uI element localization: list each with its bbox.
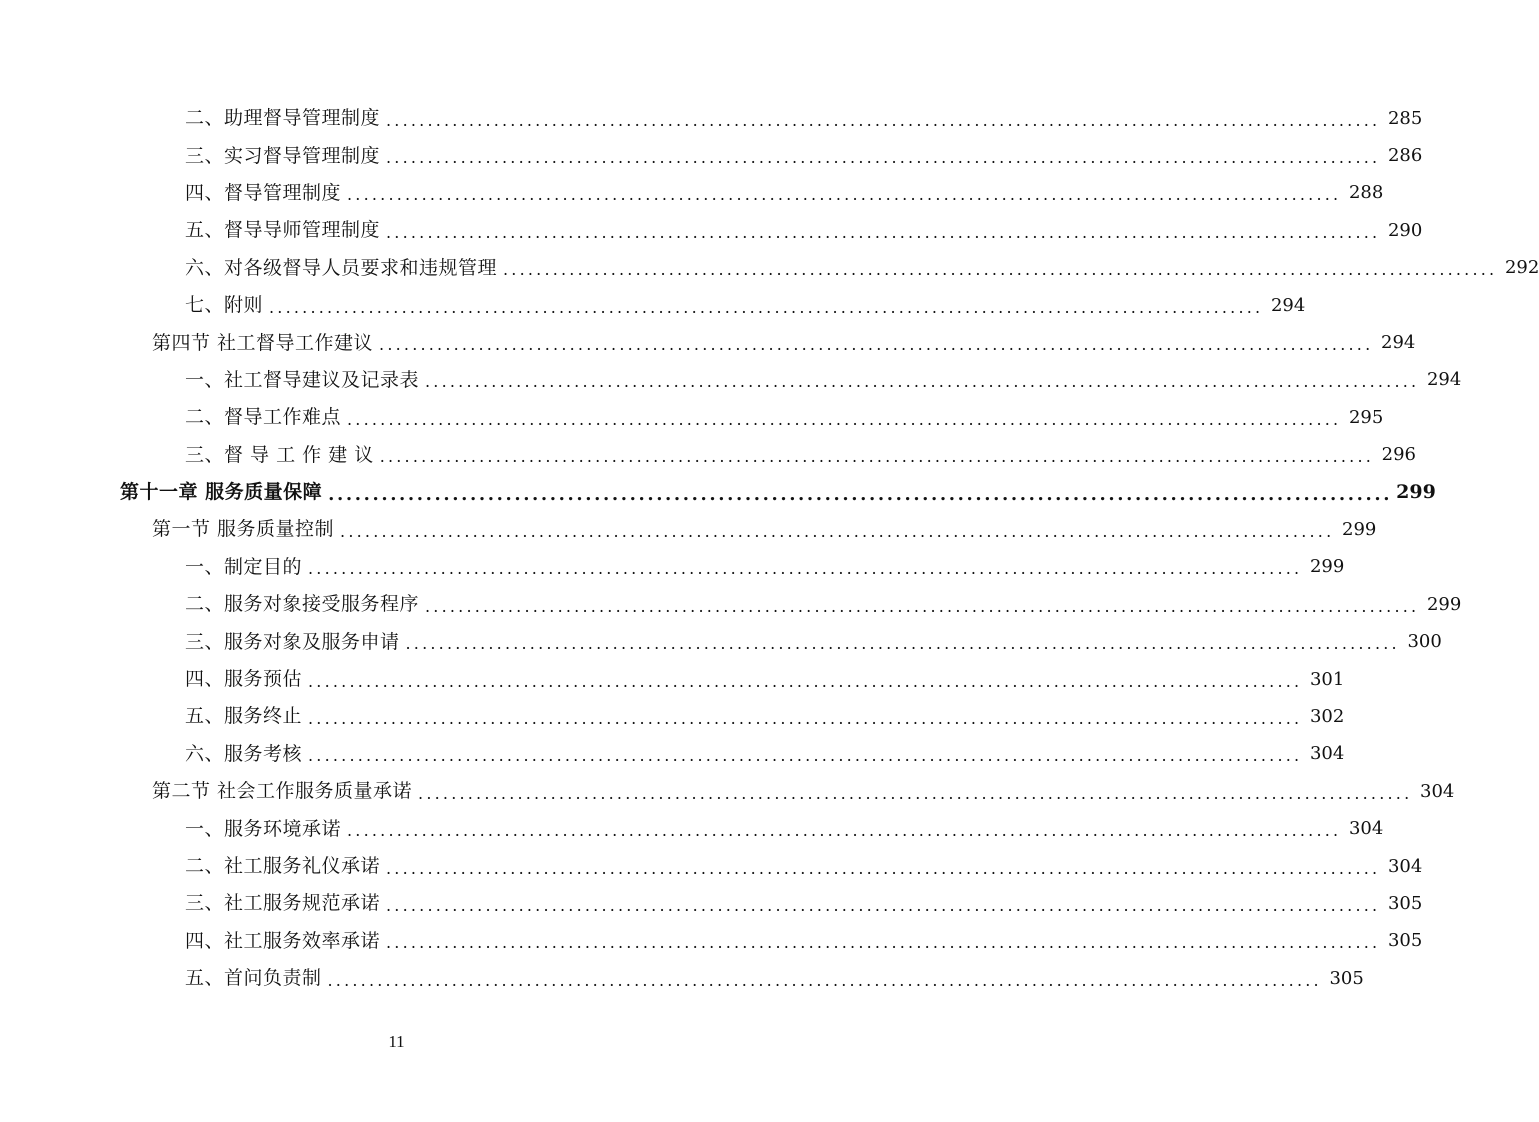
toc-entry-page: 299 <box>1309 556 1345 578</box>
toc-entry-item[interactable] <box>0 399 1384 436</box>
toc-entry-item[interactable] <box>0 586 1462 623</box>
toc-entry-title: 五、督导导师管理制度 <box>185 219 381 242</box>
dot-leader: ........................................................................................................................ <box>308 746 1303 766</box>
dot-leader: ........................................................................................................................ <box>386 110 1381 130</box>
toc-entry-item[interactable] <box>0 212 1423 249</box>
toc-entry-page: 299 <box>1396 481 1436 504</box>
toc-entry-item[interactable] <box>0 923 1423 960</box>
toc-entry-title: 四、服务预估 <box>185 668 303 691</box>
dot-leader: ........................................................................................................................ <box>386 148 1381 168</box>
toc-entry-page: 304 <box>1309 743 1345 765</box>
dot-leader: ........................................................................................................................ <box>386 933 1381 953</box>
toc-entry-page: 294 <box>1381 332 1416 354</box>
table-of-contents <box>0 100 1539 997</box>
dot-leader: ........................................................................................................................ <box>269 297 1264 317</box>
toc-entry-title: 六、服务考核 <box>185 742 303 765</box>
toc-entry-page: 301 <box>1309 668 1345 690</box>
toc-entry-section[interactable] <box>0 324 1416 361</box>
toc-entry-title: 第一节 服务质量控制 <box>152 518 335 541</box>
toc-entry-item[interactable] <box>0 362 1462 399</box>
toc-entry-title: 四、督导管理制度 <box>185 181 342 204</box>
toc-entry-page: 296 <box>1381 444 1417 466</box>
toc-entry-title: 第十一章 服务质量保障 <box>120 481 323 504</box>
toc-entry-item[interactable] <box>0 250 1539 287</box>
dot-leader: ........................................................................................................................ <box>425 372 1420 392</box>
toc-entry-title: 一、社工督导建议及记录表 <box>185 368 420 391</box>
toc-entry-title: 三、实习督导管理制度 <box>185 144 381 167</box>
dot-leader: ........................................................................................................................ <box>328 483 1393 505</box>
toc-entry-title: 二、服务对象接受服务程序 <box>185 593 420 616</box>
toc-entry-section[interactable] <box>0 773 1455 810</box>
toc-entry-section[interactable] <box>0 511 1377 548</box>
dot-leader: ........................................................................................................................ <box>386 222 1381 242</box>
toc-entry-title: 一、制定目的 <box>185 555 303 578</box>
toc-entry-title: 三、社工服务规范承诺 <box>185 892 381 915</box>
toc-entry-page: 286 <box>1387 145 1423 167</box>
toc-entry-page: 305 <box>1329 967 1364 989</box>
toc-entry-item[interactable] <box>0 100 1423 137</box>
dot-leader: ........................................................................................................................ <box>347 185 1342 205</box>
toc-entry-title: 六、对各级督导人员要求和违规管理 <box>185 256 498 279</box>
toc-entry-page: 285 <box>1387 107 1423 129</box>
dot-leader: ........................................................................................................................ <box>418 783 1413 803</box>
toc-entry-page: 302 <box>1309 705 1345 727</box>
dot-leader: ........................................................................................................................ <box>308 671 1303 691</box>
toc-entry-page: 305 <box>1387 892 1423 914</box>
toc-entry-title: 二、助理督导管理制度 <box>185 107 381 130</box>
toc-entry-page: 304 <box>1387 855 1423 877</box>
toc-entry-item[interactable] <box>0 848 1423 885</box>
dot-leader: ........................................................................................................................ <box>327 970 1322 990</box>
toc-entry-item[interactable] <box>0 287 1306 324</box>
dot-leader: ........................................................................................................................ <box>308 708 1303 728</box>
toc-entry-item[interactable] <box>0 549 1345 586</box>
toc-entry-chapter[interactable] <box>0 474 1436 511</box>
toc-entry-title: 第四节 社工督导工作建议 <box>152 331 374 354</box>
dot-leader: ........................................................................................................................ <box>379 335 1374 355</box>
toc-entry-item[interactable] <box>0 175 1384 212</box>
dot-leader: ........................................................................................................................ <box>405 634 1400 654</box>
toc-entry-page: 290 <box>1387 219 1423 241</box>
toc-entry-page: 300 <box>1407 631 1442 653</box>
toc-entry-title: 二、督导工作难点 <box>185 406 342 429</box>
page-number: 11 <box>388 1032 405 1051</box>
toc-entry-title: 三、督 导 工 作 建 议 <box>185 443 374 466</box>
dot-leader: ........................................................................................................................ <box>308 559 1303 579</box>
dot-leader: ........................................................................................................................ <box>347 821 1342 841</box>
toc-entry-item[interactable] <box>0 623 1442 660</box>
toc-entry-title: 第二节 社会工作服务质量承诺 <box>152 780 413 803</box>
toc-entry-item[interactable] <box>0 885 1423 922</box>
toc-entry-page: 292 <box>1504 257 1539 279</box>
dot-leader: ........................................................................................................................ <box>347 409 1342 429</box>
toc-entry-title: 七、附则 <box>185 294 264 317</box>
toc-entry-title: 三、服务对象及服务申请 <box>185 630 400 653</box>
toc-entry-page: 305 <box>1387 930 1423 952</box>
toc-entry-page: 288 <box>1348 182 1384 204</box>
toc-entry-item[interactable] <box>0 661 1345 698</box>
toc-entry-page: 299 <box>1426 593 1462 615</box>
dot-leader: ........................................................................................................................ <box>340 521 1335 541</box>
toc-entry-title: 五、首问负责制 <box>185 967 322 990</box>
toc-entry-title: 五、服务终止 <box>185 705 303 728</box>
dot-leader: ........................................................................................................................ <box>379 447 1375 467</box>
toc-entry-title: 一、服务环境承诺 <box>185 817 342 840</box>
toc-entry-page: 304 <box>1348 818 1384 840</box>
toc-entry-title: 二、社工服务礼仪承诺 <box>185 855 381 877</box>
toc-entry-item[interactable] <box>0 736 1345 773</box>
dot-leader: ........................................................................................................................ <box>386 858 1381 878</box>
dot-leader: ........................................................................................................................ <box>503 260 1498 280</box>
toc-entry-item[interactable] <box>0 137 1423 174</box>
toc-entry-item[interactable] <box>0 698 1345 735</box>
toc-entry-page: 294 <box>1270 294 1306 316</box>
toc-entry-page: 295 <box>1348 406 1384 428</box>
toc-entry-page: 294 <box>1426 369 1462 391</box>
toc-entry-page: 304 <box>1420 780 1455 802</box>
dot-leader: ........................................................................................................................ <box>386 895 1381 915</box>
toc-entry-item[interactable] <box>0 437 1417 474</box>
dot-leader: ........................................................................................................................ <box>425 596 1420 616</box>
toc-entry-item[interactable] <box>0 810 1384 847</box>
toc-entry-page: 299 <box>1342 518 1377 540</box>
toc-entry-title: 四、社工服务效率承诺 <box>185 929 381 952</box>
toc-entry-item[interactable] <box>0 960 1364 997</box>
